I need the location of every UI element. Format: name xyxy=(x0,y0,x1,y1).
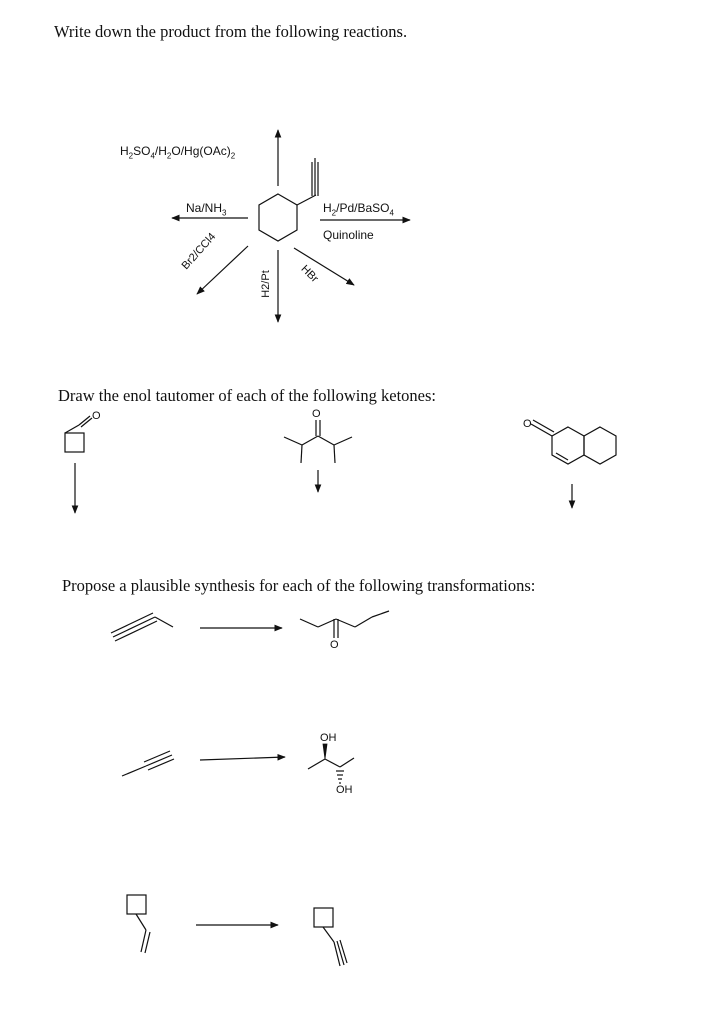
question-1-heading: Write down the product from the following reactions. xyxy=(54,22,408,41)
hydration-reagent-label: $H_2SO_4/H_2O/Hg(OAc)_2$ xyxy=(120,144,236,161)
cyclobutyl-methyl-ketone-structure xyxy=(65,416,92,452)
synthesis-1-ketone-oxygen: O xyxy=(330,639,339,651)
bicyclic-enone-structure xyxy=(531,420,616,464)
propyne-starting-material xyxy=(122,751,174,776)
cyclobutyl-ketone-oxygen: O xyxy=(92,410,101,422)
question-2-heading: Draw the enol tautomer of each of the following ketones: xyxy=(58,386,437,405)
vinylcyclobutane-starting-material xyxy=(127,895,150,953)
question-3-heading: Propose a plausible synthesis for each of the following transformations: xyxy=(62,576,536,595)
bromination-arrow xyxy=(197,246,248,294)
ethynylcyclobutane-target-structure xyxy=(314,908,347,966)
synthesis-arrow-2 xyxy=(200,757,285,760)
hydrogenation-reagent-label: H2/Pt xyxy=(259,270,272,298)
butyne-starting-material xyxy=(111,613,173,641)
diol-bottom-hydroxyl: OH xyxy=(336,784,353,796)
lindlar-reagent-label: $H_2/Pd/BaSO_4$ xyxy=(323,201,394,218)
enone-oxygen: O xyxy=(523,418,532,430)
quinoline-label: Quinoline xyxy=(323,228,374,242)
diol-target-structure xyxy=(308,744,354,783)
hindered-ketone-structure xyxy=(284,420,352,463)
diol-top-hydroxyl: OH xyxy=(320,732,337,744)
cyclohexyl-propyne-structure xyxy=(259,158,318,241)
dissolving-metal-reagent-label: $Na/NH_3$ xyxy=(186,201,227,218)
bromination-reagent-label: Br2/CCl4 xyxy=(179,230,219,273)
ketone-target-structure xyxy=(300,611,389,638)
hbr-reagent-label: HBr xyxy=(298,263,321,285)
hbr-arrow xyxy=(294,248,354,285)
hindered-ketone-oxygen: O xyxy=(312,408,321,420)
